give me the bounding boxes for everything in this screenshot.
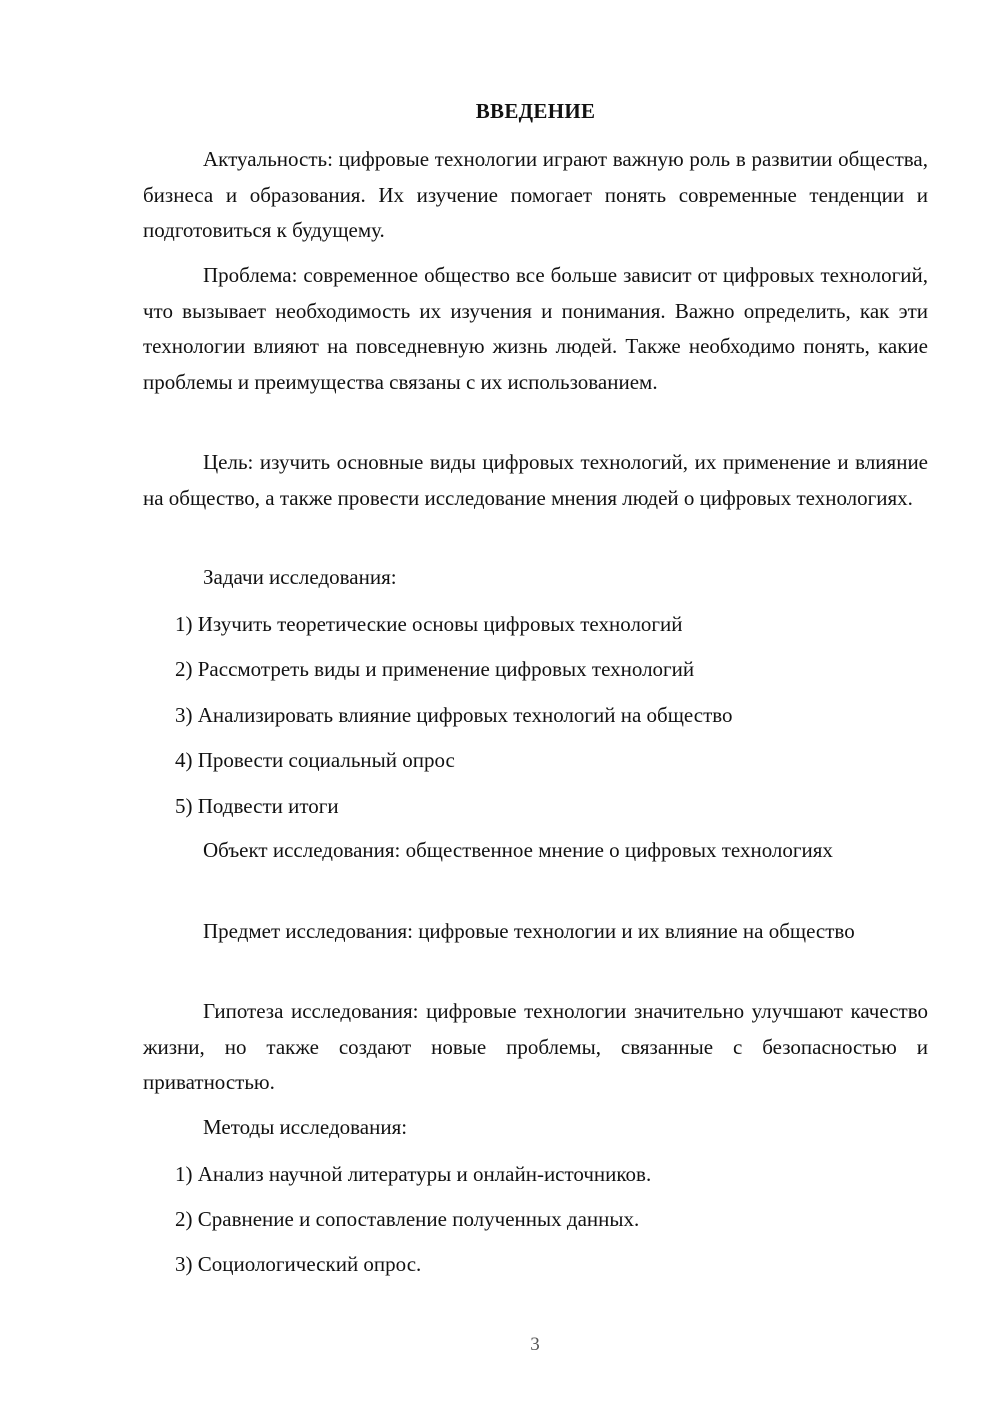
task-item: 3) Анализировать влияние цифровых технологий на общество <box>175 703 733 727</box>
section-heading: ВВЕДЕНИЕ <box>475 99 596 123</box>
task-item: 2) Рассмотреть виды и применение цифровых технологий <box>175 657 695 681</box>
hypothesis-paragraph: Гипотеза исследования: цифровые технологии значительно улучшают качество жизни, но также создают новые проблемы, связанные с безопасностью и приватностью. <box>143 999 928 1094</box>
method-item: 3) Социологический опрос. <box>175 1252 422 1276</box>
task-item: 5) Подвести итоги <box>175 794 339 818</box>
tasks-heading: Задачи исследования: <box>203 565 397 589</box>
object-paragraph: Объект исследования: общественное мнение о цифровых технологиях <box>203 838 833 862</box>
page-number: 3 <box>530 1334 540 1355</box>
method-item: 1) Анализ научной литературы и онлайн-источников. <box>175 1162 652 1186</box>
relevance-paragraph: Актуальность: цифровые технологии играют важную роль в развитии общества, бизнеса и образования. Их изучение помогает понять современные тенденции и подготовиться к будущему. <box>143 147 928 242</box>
task-item: 1) Изучить теоретические основы цифровых технологий <box>175 612 683 636</box>
method-item: 2) Сравнение и сопоставление полученных данных. <box>175 1207 640 1231</box>
task-item: 4) Провести социальный опрос <box>175 748 455 772</box>
subject-paragraph: Предмет исследования: цифровые технологии и их влияние на общество <box>203 919 855 943</box>
methods-heading: Методы исследования: <box>203 1115 408 1139</box>
problem-paragraph: Проблема: современное общество все больше зависит от цифровых технологий, что вызывает необходимость их изучения и понимания. Важно определить, как эти технологии влияют на повседневную жизнь людей. Также необходимо понять, какие проблемы и преимущества связаны с их использованием. <box>143 263 928 394</box>
goal-paragraph: Цель: изучить основные виды цифровых технологий, их применение и влияние на общество, а также провести исследование мнения людей о цифровых технологиях. <box>143 450 928 510</box>
